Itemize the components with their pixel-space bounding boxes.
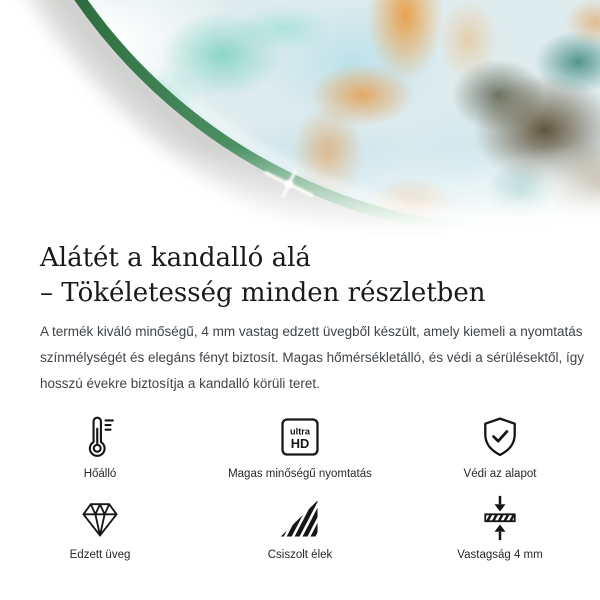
glass-disc-overlay [0,0,600,235]
description-line: hosszú évekre biztosítja a kandalló körüli teret. [40,376,320,391]
shield-check-icon [477,413,523,460]
thermometer-icon [77,413,123,460]
diamond-icon [77,494,123,541]
thickness-icon [477,494,523,541]
feature-protects-base [400,413,600,480]
feature-label: Magas minőségű nyomtatás [228,468,372,480]
feature-label: Vastagság 4 mm [457,549,543,561]
description-line: A termék kiváló minőségű, 4 mm vastag edzett üvegből készült, amely kiemeli a nyomtatás [40,324,583,339]
title-line-2: – Tökéletesség minden részletben [40,278,486,308]
hero-photo [0,0,600,235]
product-description [40,319,585,397]
ultra-hd-icon [277,413,323,460]
product-description-section [0,241,600,561]
hd-text: HD [290,436,310,452]
feature-label: Védi az alapot [463,468,537,480]
feature-tempered-glass [0,494,200,561]
polished-edges-icon [278,494,322,541]
title-line-1: Alátét a kandalló alá [40,243,311,273]
page-title [40,241,560,311]
feature-heat-resistant [0,413,200,480]
feature-thickness [400,494,600,561]
feature-polished-edges [200,494,400,561]
ultra-text: ultra [290,426,310,437]
description-line: színmélységét és elegáns fényt biztosít. Magas hőmérsékletálló, és védi a sérülésektől, így [40,350,585,365]
feature-print-quality [200,413,400,480]
feature-label: Edzett üveg [69,549,131,561]
feature-grid [0,413,600,561]
feature-label: Csiszolt élek [267,549,333,561]
feature-label: Hőálló [83,468,117,480]
